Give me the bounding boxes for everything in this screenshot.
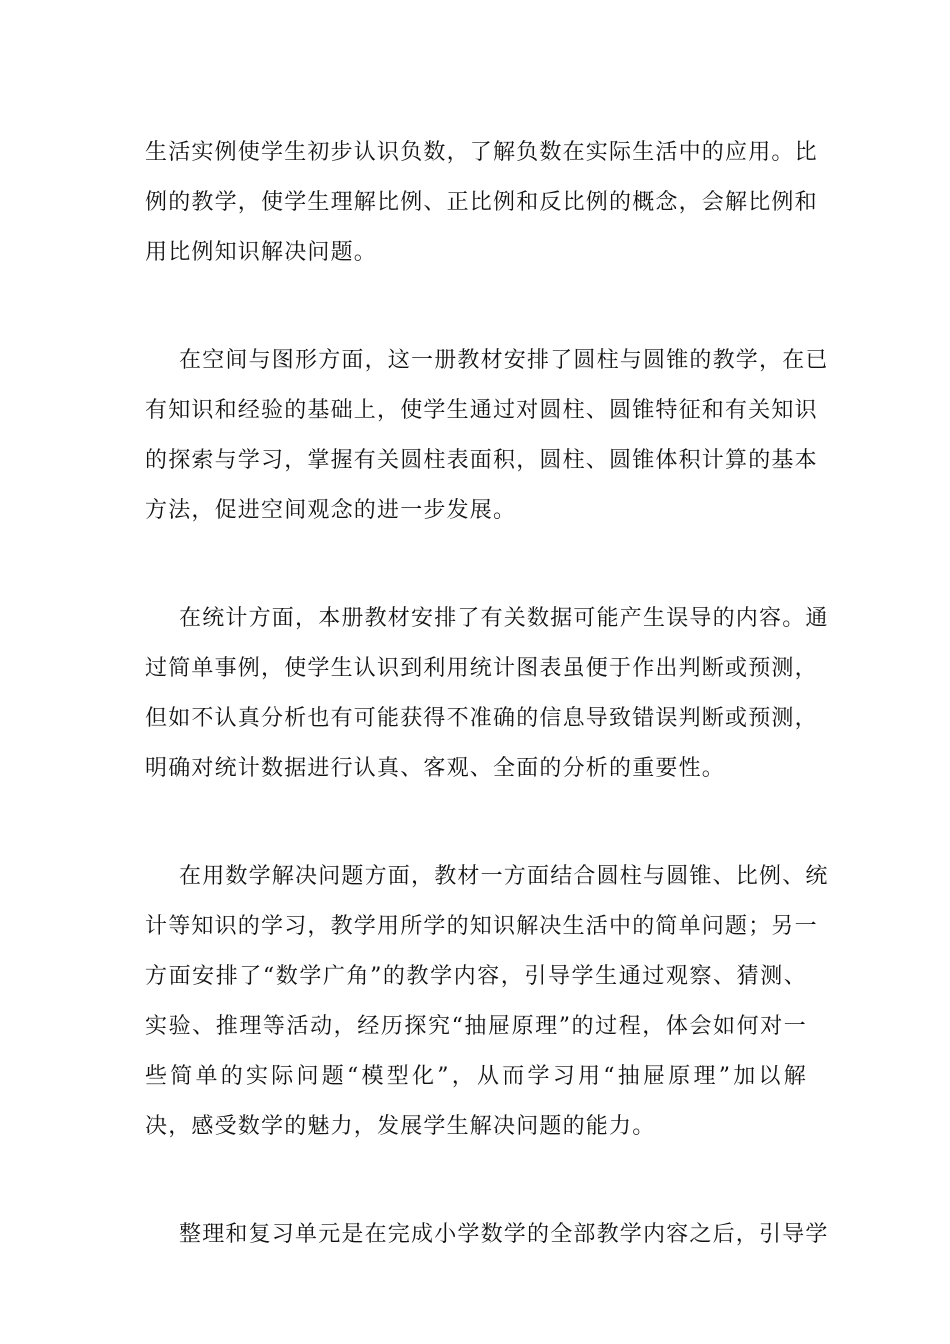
text-line: 有知识和经验的基础上，使学生通过对圆柱、圆锥特征和有关知识 (145, 398, 818, 423)
text-line: 方法，促进空间观念的进一步发展。 (145, 498, 517, 523)
text-line: 实验、推理等活动，经历探究“抽屉原理”的过程，体会如何对一 (145, 1014, 807, 1039)
text-line: 在空间与图形方面，这一册教材安排了圆柱与圆锥的教学，在已 (179, 348, 829, 373)
text-line: 生活实例使学生初步认识负数，了解负数在实际生活中的应用。比 (145, 140, 818, 165)
text-line: 例的教学，使学生理解比例、正比例和反比例的概念，会解比例和 (145, 190, 818, 215)
paragraph-review-unit (145, 1210, 829, 1260)
text-line: 方面安排了“数学广角”的教学内容，引导学生通过观察、猜测、 (145, 964, 807, 989)
paragraph-proportion (145, 128, 818, 278)
text-line: 用比例知识解决问题。 (145, 240, 378, 265)
paragraph-space-and-shape (145, 336, 829, 536)
paragraph-problem-solving (145, 852, 829, 1152)
paragraph-statistics (145, 594, 829, 794)
text-line: 在统计方面，本册教材安排了有关数据可能产生误导的内容。通 (179, 606, 829, 631)
document-page (145, 128, 829, 1318)
text-line: 些简单的实际问题“模型化”，从而学习用“抽屉原理”加以解 (145, 1064, 807, 1089)
text-line: 明确对统计数据进行认真、客观、全面的分析的重要性。 (145, 756, 726, 781)
text-line: 决，感受数学的魅力，发展学生解决问题的能力。 (145, 1114, 656, 1139)
text-line: 计等知识的学习，教学用所学的知识解决生活中的简单问题；另一 (145, 914, 818, 939)
text-line: 的探索与学习，掌握有关圆柱表面积，圆柱、圆锥体积计算的基本 (145, 448, 818, 473)
text-line: 在用数学解决问题方面，教材一方面结合圆柱与圆锥、比例、统 (179, 864, 829, 889)
text-line: 过简单事例，使学生认识到利用统计图表虽便于作出判断或预测， (145, 656, 818, 681)
text-line: 整理和复习单元是在完成小学数学的全部教学内容之后，引导学 (179, 1222, 829, 1247)
text-line: 但如不认真分析也有可能获得不准确的信息导致错误判断或预测， (145, 706, 818, 731)
